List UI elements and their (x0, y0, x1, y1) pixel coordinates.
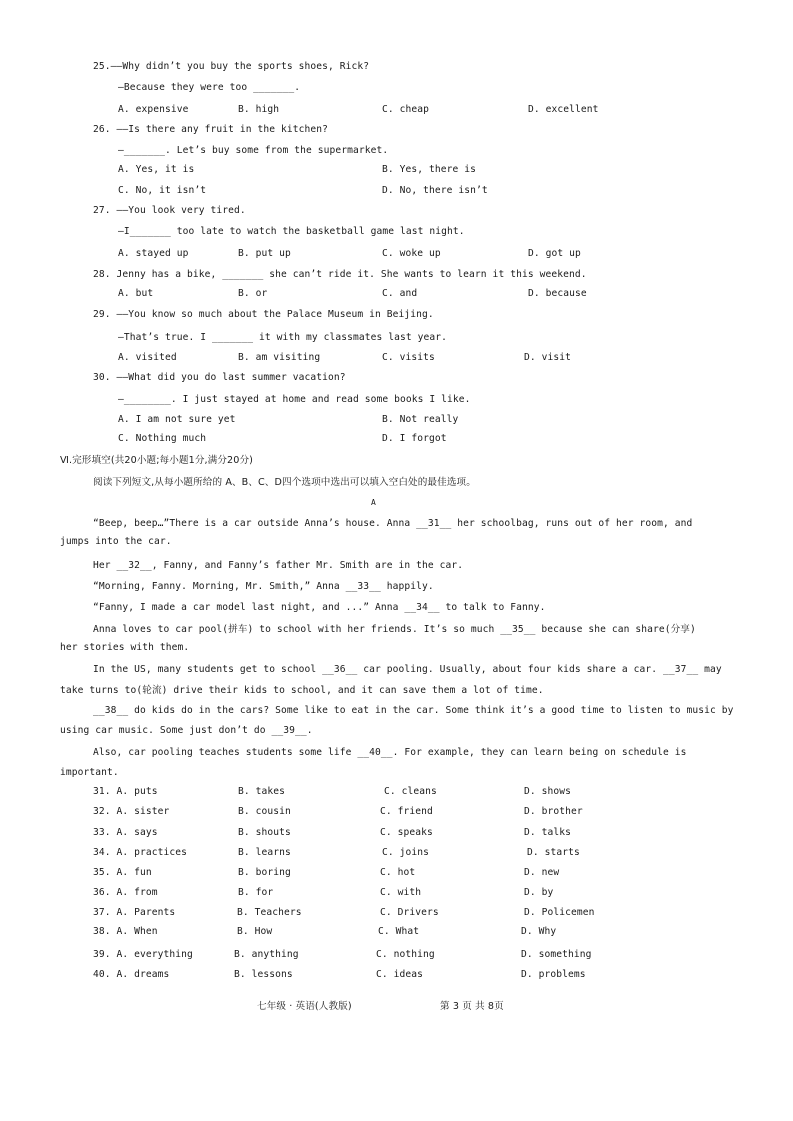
option-b: B. lessons (234, 969, 293, 980)
option-d: D. brother (524, 806, 583, 817)
question-response: —________. I just stayed at home and read some books I like. (118, 394, 471, 405)
option-c: C. cleans (384, 786, 437, 797)
passage-line: Anna loves to car pool(拼车) to school with her friends. It’s so much __35__ because she can share(分享) (93, 624, 696, 635)
option-d: D. No, there isn’t (382, 185, 488, 196)
option-d: D. Policemen (524, 907, 595, 918)
question-response: —_______. Let’s buy some from the supermarket. (118, 145, 389, 156)
passage-line: __38__ do kids do in the cars? Some like to eat in the car. Some think it’s a good time to listen to music by (93, 705, 734, 716)
passage-line: In the US, many students get to school __36__ car pooling. Usually, about four kids share a car. __37__ may (93, 664, 722, 675)
option-c: C. with (380, 887, 422, 898)
option-b: B. learns (238, 847, 291, 858)
option-a: A. I am not sure yet (118, 414, 236, 425)
option-d: D. because (528, 288, 587, 299)
option-b: B. Yes, there is (382, 164, 477, 175)
option-c: C. nothing (376, 949, 435, 960)
question-text: 27. ——You look very tired. (93, 205, 246, 216)
option-d: D. excellent (528, 104, 599, 115)
option-c: C. visits (382, 352, 435, 363)
option-d: D. talks (524, 827, 572, 838)
option-a: 33. A. says (93, 827, 158, 838)
question-response: —That’s true. I _______ it with my classmates last year. (118, 332, 448, 343)
option-c: C. joins (382, 847, 430, 858)
option-c: C. and (382, 288, 418, 299)
option-c: C. cheap (382, 104, 430, 115)
option-a: 37. A. Parents (93, 907, 176, 918)
option-b: B. am visiting (238, 352, 321, 363)
passage-line: “Beep, beep…”There is a car outside Anna’s house. Anna __31__ her schoolbag, runs out of her room, and (93, 518, 693, 529)
option-a: 40. A. dreams (93, 969, 170, 980)
option-d: D. by (524, 887, 554, 898)
question-text: 26. ——Is there any fruit in the kitchen? (93, 124, 329, 135)
option-c: C. Nothing much (118, 433, 207, 444)
option-a: 35. A. fun (93, 867, 152, 878)
option-a: A. stayed up (118, 248, 189, 259)
passage-line: take turns to(轮流) drive their kids to school, and it can save them a lot of time. (60, 685, 544, 696)
option-d: D. I forgot (382, 433, 447, 444)
page-footer (0, 1001, 793, 1015)
question-response: —I_______ too late to watch the basketball game last night. (118, 226, 465, 237)
option-a: A. Yes, it is (118, 164, 195, 175)
option-d: D. got up (528, 248, 581, 259)
question-text: 29. ——You know so much about the Palace Museum in Beijing. (93, 309, 434, 320)
option-d: D. new (524, 867, 560, 878)
option-c: C. Drivers (380, 907, 439, 918)
option-d: D. Why (521, 926, 557, 937)
option-b: B. boring (238, 867, 291, 878)
option-b: B. anything (234, 949, 299, 960)
option-b: B. high (238, 104, 280, 115)
option-d: D. starts (527, 847, 580, 858)
option-b: B. shouts (238, 827, 291, 838)
passage-line: her stories with them. (60, 642, 190, 653)
footer-page-number: 第 3 页 共 8页 (440, 1001, 504, 1012)
option-d: D. shows (524, 786, 572, 797)
passage-line: Also, car pooling teaches students some life __40__. For example, they can learn being on schedule is (93, 747, 687, 758)
option-d: D. something (521, 949, 592, 960)
option-a: A. expensive (118, 104, 189, 115)
option-b: B. Teachers (237, 907, 302, 918)
passage-line: “Morning, Fanny. Morning, Mr. Smith,” Anna __33__ happily. (93, 581, 434, 592)
option-a: A. visited (118, 352, 177, 363)
passage-line: using car music. Some just don’t do __39__. (60, 725, 313, 736)
option-d: D. problems (521, 969, 586, 980)
option-b: B. How (237, 926, 273, 937)
option-c: C. friend (380, 806, 433, 817)
passage-line: “Fanny, I made a car model last night, and ...” Anna __34__ to talk to Fanny. (93, 602, 546, 613)
option-c: C. hot (380, 867, 416, 878)
passage-line: jumps into the car. (60, 536, 172, 547)
option-b: B. takes (238, 786, 286, 797)
option-c: C. woke up (382, 248, 441, 259)
option-a: 32. A. sister (93, 806, 170, 817)
option-a: 39. A. everything (93, 949, 193, 960)
passage-label: A (371, 498, 376, 507)
option-b: B. put up (238, 248, 291, 259)
option-a: 31. A. puts (93, 786, 158, 797)
passage-line: Her __32__, Fanny, and Fanny’s father Mr. Smith are in the car. (93, 560, 464, 571)
question-text: 30. ——What did you do last summer vacation? (93, 372, 346, 383)
question-text: 25.——Why didn’t you buy the sports shoes, Rick? (93, 61, 370, 72)
option-a: 34. A. practices (93, 847, 188, 858)
option-b: B. for (238, 887, 274, 898)
option-b: B. cousin (238, 806, 291, 817)
option-a: A. but (118, 288, 154, 299)
option-c: C. No, it isn’t (118, 185, 207, 196)
passage-line: important. (60, 767, 119, 778)
section-instruction: 阅读下列短文,从每小题所给的 A、B、C、D四个选项中选出可以填入空白处的最佳选项。 (93, 477, 476, 488)
footer-subject: 七年级 · 英语(人教版) (257, 1001, 352, 1012)
option-b: B. or (238, 288, 268, 299)
option-c: C. What (378, 926, 420, 937)
section-title: Ⅵ.完形填空(共20小题;每小题1分,满分20分) (60, 455, 253, 466)
option-a: 38. A. When (93, 926, 158, 937)
option-c: C. ideas (376, 969, 424, 980)
option-b: B. Not really (382, 414, 459, 425)
question-response: —Because they were too _______. (118, 82, 301, 93)
option-c: C. speaks (380, 827, 433, 838)
option-d: D. visit (524, 352, 572, 363)
option-a: 36. A. from (93, 887, 158, 898)
question-text: 28. Jenny has a bike, _______ she can’t ride it. She wants to learn it this weekend. (93, 269, 587, 280)
